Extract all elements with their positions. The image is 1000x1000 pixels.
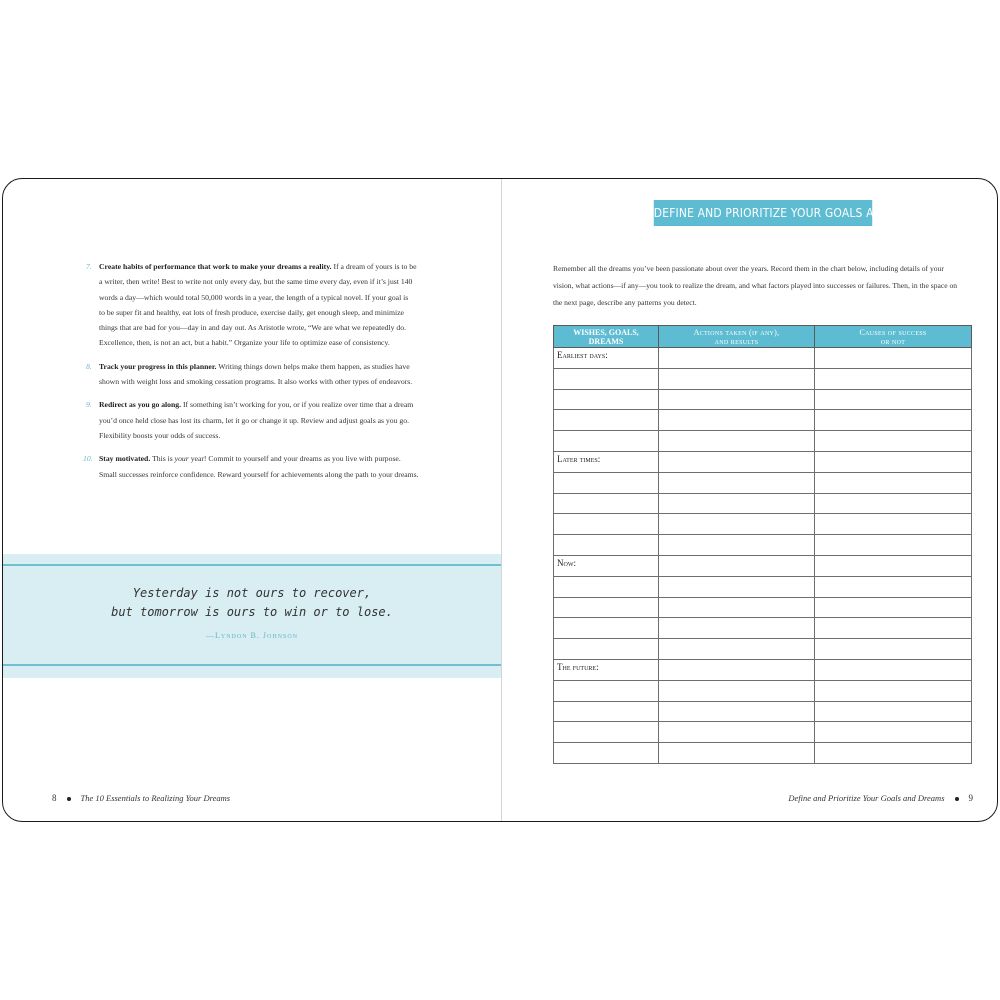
causes-cell[interactable] (815, 535, 972, 556)
table-row (554, 722, 972, 743)
causes-cell[interactable] (815, 680, 972, 701)
list-item: 9. Redirect as you go along. If something isn’t working for you, or if you realize over time that a dream you’d once held close has lost its charm, let it go or change it up. Review and adjust goals as you go. Flexibility boosts your odds of success. (89, 397, 425, 443)
section-heading: DEFINE AND PRIORITIZE YOUR GOALS AND DREAMS (654, 200, 872, 226)
section-row (554, 555, 972, 576)
item-number: 7. (86, 262, 92, 271)
causes-cell[interactable] (815, 555, 972, 576)
table-row (554, 431, 972, 452)
list-item: 10. Stay motivated. This is your year! Commit to yourself and your dreams as you live with purpose. Small successes reinforce confidence. Reward yourself for achievements along the path to your dreams. (89, 451, 425, 482)
wishes-cell[interactable] (554, 431, 659, 452)
table-row (554, 618, 972, 639)
column-header-actions: Actions taken (if any), and results (659, 326, 815, 348)
dreams-chart (553, 325, 972, 764)
chart-body (554, 348, 972, 764)
left-footer (52, 793, 230, 803)
section-label-cell[interactable]: Earliest days: (554, 348, 659, 369)
causes-cell[interactable] (815, 701, 972, 722)
actions-cell[interactable] (659, 431, 815, 452)
causes-cell[interactable] (815, 348, 972, 369)
actions-cell[interactable] (659, 555, 815, 576)
causes-cell[interactable] (815, 514, 972, 535)
wishes-cell[interactable] (554, 535, 659, 556)
actions-cell[interactable] (659, 618, 815, 639)
intro-paragraph: Remember all the dreams you’ve been passionate about over the years. Record them in the chart below, including details of your vision, what actions—if any—you took to realize the dream, and what factors played into successes or failures. Then, in the space on the next page, describe any patterns you detect. (553, 264, 958, 307)
table-row (554, 472, 972, 493)
causes-cell[interactable] (815, 493, 972, 514)
section-row (554, 451, 972, 472)
actions-cell[interactable] (659, 451, 815, 472)
table-row (554, 576, 972, 597)
quote-rule-top (3, 564, 501, 566)
item-heading: Create habits of performance that work to make your dreams a reality. (99, 262, 332, 271)
actions-cell[interactable] (659, 722, 815, 743)
bullet-dot (67, 797, 71, 801)
wishes-cell[interactable] (554, 410, 659, 431)
wishes-cell[interactable] (554, 743, 659, 764)
wishes-cell[interactable] (554, 472, 659, 493)
wishes-cell[interactable] (554, 389, 659, 410)
table-row (554, 368, 972, 389)
causes-cell[interactable] (815, 743, 972, 764)
causes-cell[interactable] (815, 576, 972, 597)
table-row (554, 410, 972, 431)
table-row (554, 743, 972, 764)
causes-cell[interactable] (815, 472, 972, 493)
table-row (554, 597, 972, 618)
causes-cell[interactable] (815, 368, 972, 389)
chart-header-row (554, 326, 972, 348)
actions-cell[interactable] (659, 659, 815, 680)
causes-cell[interactable] (815, 659, 972, 680)
actions-cell[interactable] (659, 493, 815, 514)
item-number: 8. (86, 361, 92, 371)
actions-cell[interactable] (659, 368, 815, 389)
actions-cell[interactable] (659, 680, 815, 701)
section-row (554, 659, 972, 680)
actions-cell[interactable] (659, 535, 815, 556)
wishes-cell[interactable] (554, 576, 659, 597)
table-row (554, 514, 972, 535)
actions-cell[interactable] (659, 514, 815, 535)
actions-cell[interactable] (659, 389, 815, 410)
section-label-cell[interactable]: Later times: (554, 451, 659, 472)
causes-cell[interactable] (815, 389, 972, 410)
actions-cell[interactable] (659, 597, 815, 618)
actions-cell[interactable] (659, 701, 815, 722)
section-label-cell[interactable]: The future: (554, 659, 659, 680)
actions-cell[interactable] (659, 472, 815, 493)
table-row (554, 535, 972, 556)
wishes-cell[interactable] (554, 597, 659, 618)
actions-cell[interactable] (659, 576, 815, 597)
page-number: 9 (968, 793, 973, 803)
actions-cell[interactable] (659, 743, 815, 764)
quote-text: Yesterday is not ours to recover, but tomorrow is ours to win or to lose. (111, 586, 393, 619)
quote-rule-bottom (3, 664, 501, 666)
quote-attribution: —Lyndon B. Johnson (205, 631, 298, 640)
table-row (554, 639, 972, 660)
running-title: Define and Prioritize Your Goals and Dreams (788, 793, 945, 803)
page-number: 8 (52, 793, 57, 803)
right-footer (788, 793, 973, 803)
section-label-cell[interactable]: Now: (554, 555, 659, 576)
running-title: The 10 Essentials to Realizing Your Dreams (80, 793, 231, 803)
actions-cell[interactable] (659, 639, 815, 660)
column-header-wishes: WISHES, GOALS, DREAMS (554, 326, 659, 348)
table-row (554, 701, 972, 722)
item-heading: Stay motivated. (99, 454, 151, 464)
wishes-cell[interactable] (554, 368, 659, 389)
list-item: 7. Create habits of performance that work to make your dreams a reality. If a dream of yours is to be a writer, then write! Best to write not only every day, but the same time every day, even if it’s just 140 words a day—which would total 50,000 words in a year, the length of a typical novel. If your goal is to be super fit and healthy, eat lots of fresh produce, exercise daily, get enough sleep, and minimize things that are bad for you—day in and day out. As Aristotle wrote, “We are what we repeatedly do. Excellence, then, is not an act, but a habit.” Organize your life to optimize ease of consistency. (89, 259, 425, 351)
table-row (554, 680, 972, 701)
wishes-cell[interactable] (554, 639, 659, 660)
book-spread (2, 178, 998, 822)
causes-cell[interactable] (815, 639, 972, 660)
table-row (554, 389, 972, 410)
column-header-causes: Causes of success or not (815, 326, 972, 348)
book-spine (501, 179, 502, 821)
item-number: 10. (83, 454, 93, 464)
causes-cell[interactable] (815, 618, 972, 639)
wishes-cell[interactable] (554, 493, 659, 514)
list-item: 8. Track your progress in this planner. Writing things down helps make them happen, as studies have shown with weight loss and smoking cessation programs. It also works with other types of endeavors. (89, 359, 425, 390)
actions-cell[interactable] (659, 348, 815, 369)
item-heading: Redirect as you go along. (99, 400, 182, 410)
causes-cell[interactable] (815, 597, 972, 618)
causes-cell[interactable] (815, 722, 972, 743)
section-row (554, 348, 972, 369)
item-number: 9. (86, 400, 92, 410)
wishes-cell[interactable] (554, 680, 659, 701)
wishes-cell[interactable] (554, 701, 659, 722)
causes-cell[interactable] (815, 431, 972, 452)
wishes-cell[interactable] (554, 514, 659, 535)
table-row (554, 493, 972, 514)
wishes-cell[interactable] (554, 618, 659, 639)
essentials-list (83, 259, 425, 490)
causes-cell[interactable] (815, 410, 972, 431)
item-heading: Track your progress in this planner. (99, 361, 217, 371)
wishes-cell[interactable] (554, 722, 659, 743)
quote-band (3, 554, 501, 678)
actions-cell[interactable] (659, 410, 815, 431)
bullet-dot (955, 797, 959, 801)
causes-cell[interactable] (815, 451, 972, 472)
